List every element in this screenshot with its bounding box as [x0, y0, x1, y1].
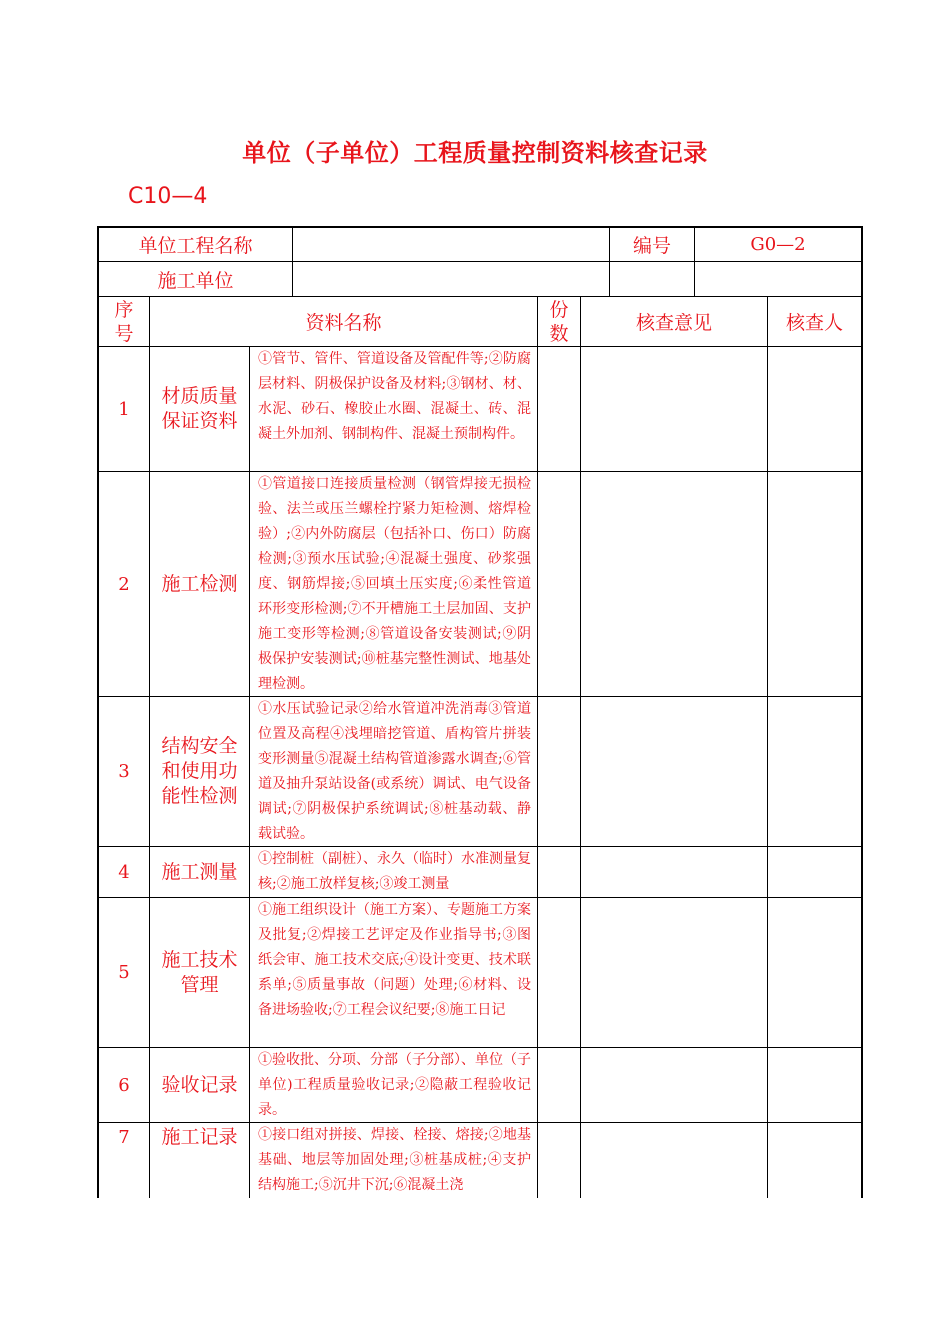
construction-unit-extra: [610, 262, 694, 296]
row-6-category: 验收记录: [161, 1073, 238, 1096]
column-header-seq: 序 号: [114, 298, 134, 345]
row-5-category: 施工技术 管理: [161, 948, 238, 996]
construction-unit-label: 施工单位: [157, 269, 234, 292]
page-title: 单位（子单位）工程质量控制资料核查记录: [242, 139, 708, 167]
row-1-category: 材质质量 保证资料: [161, 385, 238, 432]
row-3-category: 结构安全 和使用功 能性检测: [161, 735, 238, 807]
row-1-no: 1: [118, 398, 130, 420]
row-3-no: 3: [118, 761, 130, 782]
row-5-no: 5: [118, 962, 130, 983]
row-1-items: ①管节、管件、管道设备及管配件等;②防腐层材料、阴极保护设备及材料;③钢材、材、水泥、砂石、橡胶止水圈、混凝土、砖、混凝土外加剂、钢制构件、混凝土预制构件。: [258, 351, 531, 442]
row-4-no: 4: [118, 861, 130, 883]
row-5-items: ①施工组织设计（施工方案）、专题施工方案及批复;②焊接工艺评定及作业指导书;③图纸会审、施工技术交底;④设计变更、技术联系单;⑤质量事故（问题）处理;⑥材料、设备进场验收;⑦工程会议纪要;⑧施工日记: [258, 902, 531, 1018]
row-7-category: 施工记录: [161, 1125, 238, 1148]
construction-unit-field[interactable]: [293, 262, 609, 296]
form-code: C10—4: [128, 184, 208, 209]
construction-unit-extra-2: [695, 262, 861, 296]
column-header-checker: 核查人: [785, 312, 843, 334]
row-4-category: 施工测量: [161, 860, 238, 883]
row-4-items: ①控制桩（副桩）、永久（临时）水准测量复核;②施工放样复核;③竣工测量: [258, 851, 531, 892]
number-value: G0—2: [750, 234, 806, 255]
row-6-items: ①验收批、分项、分部（子分部）、单位（子单位)工程质量验收记录;②隐蔽工程验收记录。: [258, 1052, 531, 1118]
column-header-copies: 份 数: [549, 298, 569, 345]
number-label: 编号: [632, 235, 671, 257]
row-7-no: 7: [118, 1126, 130, 1148]
row-3-items: ①水压试验记录②给水管道冲洗消毒③管道位置及高程④浅埋暗挖管道、盾构管片拼装变形测量⑤混凝土结构管道渗露水调查;⑥管道及抽升泵站设备(或系统）调试、电气设备调试;⑦阴极保护系统调试;⑧桩基动载、静载试验。: [258, 701, 531, 842]
row-2-category: 施工检测: [161, 572, 238, 595]
row-6-no: 6: [118, 1074, 130, 1096]
project-name-label: 单位工程名称: [138, 235, 253, 257]
row-7-items: ①接口组对拼接、焊接、栓接、熔接;②地基基础、地层等加固处理;③桩基成桩;④支护结构施工;⑤沉井下沉;⑥混凝土浇: [258, 1127, 531, 1193]
project-name-field[interactable]: [293, 228, 609, 261]
row-2-no: 2: [118, 573, 130, 595]
column-header-opinion: 核查意见: [635, 312, 712, 334]
row-2-items: ①管道接口连接质量检测（钢管焊接无损检验、法兰或压兰螺栓拧紧力矩检测、熔焊检验）;②内外防腐层（包括补口、伤口）防腐检测;③预水压试验;④混凝土强度、砂浆强度、钢筋焊接;⑤回填土压实度;⑥柔性管道环形变形检测;⑦不开槽施工土层加固、支护施工变形等检测;⑧管道设备安装测试;⑨阴极保护安装测试;⑩桩基完整性测试、地基处理检测。: [258, 476, 531, 692]
column-header-material-name: 资料名称: [305, 312, 382, 334]
